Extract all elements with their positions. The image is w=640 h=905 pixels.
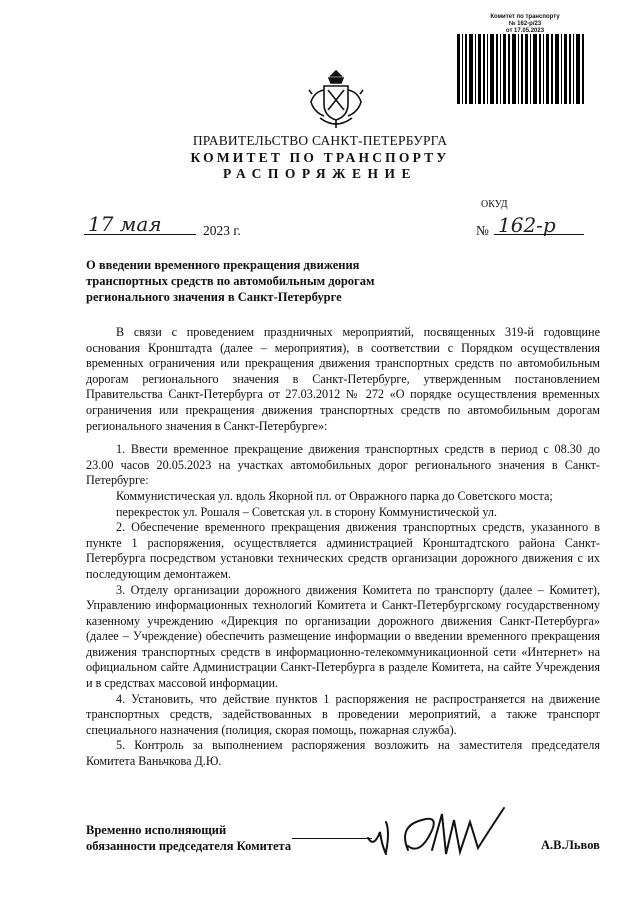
committee-title: КОМИТЕТ ПО ТРАНСПОРТУ bbox=[190, 150, 450, 165]
item-4-paragraph: 4. Установить, что действие пунктов 1 распоряжения не распространяется на движение транспортных средств, задействованных в проведении мероприятий, а также транспорт специального назначения (полиция, скорая помощь, пожарная служба). bbox=[86, 691, 600, 737]
signatory-position-line-2: обязанности председателя Комитета bbox=[86, 839, 292, 853]
government-title: ПРАВИТЕЛЬСТВО САНКТ-ПЕТЕРБУРГА bbox=[192, 133, 448, 148]
okud-label: ОКУД bbox=[481, 199, 508, 210]
stamp-line-3: от 17.05.2023 bbox=[505, 28, 545, 34]
barcode bbox=[455, 34, 585, 104]
coat-of-arms-emblem bbox=[306, 68, 366, 132]
stamp-line-1: Комитет по транспорту bbox=[490, 14, 560, 20]
signatory-position-line-1: Временно исполняющий bbox=[86, 823, 227, 837]
date-underline bbox=[84, 234, 196, 235]
number-underline bbox=[494, 234, 584, 235]
registration-stamp bbox=[470, 14, 580, 35]
number-sign: № bbox=[476, 223, 489, 238]
document-type-title: РАСПОРЯЖЕНИЕ bbox=[222, 166, 418, 181]
handwritten-number: 162-р bbox=[498, 213, 556, 237]
item-2-paragraph: 2. Обеспечение временного прекращения движения транспортных средств, указанного в пункте 1 распоряжения, осуществляется администрацией Кронштадтского района Санкт-Петербурга посредством установки технических средств организации дорожного движения с их последующим демонтажем. bbox=[86, 520, 600, 581]
handwritten-date: 17 мая bbox=[88, 212, 162, 236]
document-subject: О введении временного прекращения движения транспортных средств по автомобильным дорогам регионального значения в Санкт-Петербурге bbox=[86, 258, 375, 304]
item-1-location-b: перекресток ул. Рошаля – Советская ул. в сторону Коммунистической ул. bbox=[116, 504, 498, 519]
signer-name: А.В.Львов bbox=[541, 838, 600, 852]
handwritten-signature bbox=[360, 804, 530, 864]
signatory-position bbox=[86, 822, 291, 854]
preamble-paragraph: В связи с проведением праздничных мероприятий, посвященных 319-й годовщине основания Кронштадта (далее – мероприятия), в соответствии с Порядком осуществления временных ограничения или прекращения движения транспортных средств по автомобильным дорогам регионального значения в Санкт-Петербурге, утвержденным постановлением Правительства Санкт-Петербурга от 27.03.2012 № 272 «О порядке осуществления временных ограничения или прекращения движения транспортных средств по автомобильным дорогам регионального значения в Санкт-Петербурге»: bbox=[86, 325, 600, 433]
item-1-paragraph: 1. Ввести временное прекращение движения транспортных средств в период с 08.30 до 23.00 часов 20.05.2023 на участках автомобильных дорог регионального значения в Санкт-Петербурге: bbox=[86, 442, 600, 488]
document-body bbox=[86, 325, 600, 770]
item-3-paragraph: 3. Отделу организации дорожного движения Комитета по транспорту (далее – Комитет), Управлению информационных технологий Комитета и Санкт-Петербургскому государственному казенному учреждению «Дирекция по организации дорожного движения Санкт-Петербурга» (далее – Учреждение) обеспечить размещение информации о введении временного прекращения движения транспортных средств в информационно-телекоммуникационной сети «Интернет» на официальном сайте Администрации Санкт-Петербурга в разделе Комитета, на сайте Учреждения и в средствах массовой информации. bbox=[86, 582, 600, 691]
date-year: 2023 г. bbox=[203, 223, 241, 238]
stamp-line-2: № 162-р/23 bbox=[508, 21, 542, 27]
item-1-location-a: Коммунистическая ул. вдоль Якорной пл. от Овражного парка до Советского моста; bbox=[116, 488, 553, 503]
item-5-paragraph: 5. Контроль за выполнением распоряжения возложить на заместителя председателя Комитета Ваньчкова Д.Ю. bbox=[86, 738, 600, 769]
